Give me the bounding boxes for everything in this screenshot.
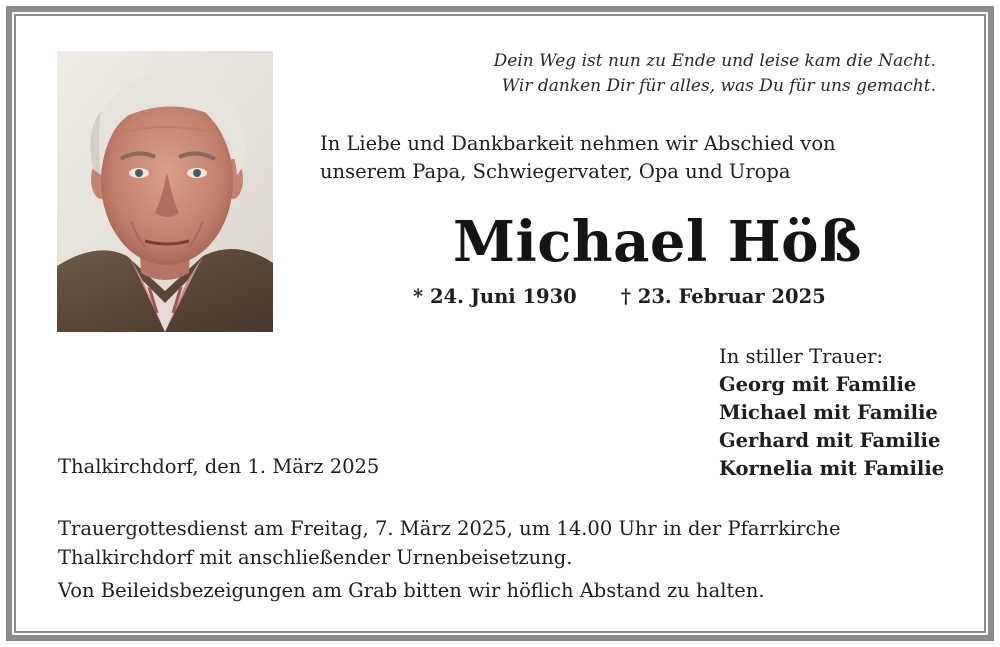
verse-line-2: Wir danken Dir für alles, was Du für uns gemacht.: [501, 76, 936, 96]
service-line-2: Thalkirchdorf mit anschließender Urnenbeisetzung.: [58, 546, 573, 569]
mourners-list: [719, 343, 944, 483]
memorial-verse: [494, 49, 936, 99]
birth-date: * 24. Juni 1930: [413, 285, 577, 308]
mourner-family: Kornelia mit Familie: [719, 457, 945, 480]
death-date: † 23. Februar 2025: [620, 285, 826, 308]
mourner-family: Gerhard mit Familie: [719, 429, 941, 452]
mourner-family: Georg mit Familie: [719, 373, 917, 396]
funeral-service-info: [58, 514, 841, 572]
deceased-name: Michael Höß: [453, 209, 863, 275]
condolence-note: Von Beileidsbezeigungen am Grab bitten wir höflich Abstand zu halten.: [58, 579, 765, 602]
mourner-family: Michael mit Familie: [719, 401, 938, 424]
intro-line-2: unserem Papa, Schwiegervater, Opa und Uropa: [320, 160, 791, 183]
life-dates: [413, 283, 826, 311]
service-line-1: Trauergottesdienst am Freitag, 7. März 2025, um 14.00 Uhr in der Pfarrkirche: [58, 517, 841, 540]
portrait-photo: [57, 51, 273, 332]
farewell-intro: [320, 130, 836, 186]
verse-line-1: Dein Weg ist nun zu Ende und leise kam die Nacht.: [493, 51, 936, 71]
place-and-date: Thalkirchdorf, den 1. März 2025: [58, 455, 380, 478]
intro-line-1: In Liebe und Dankbarkeit nehmen wir Abschied von: [320, 132, 836, 155]
mourners-heading: In stiller Trauer:: [719, 345, 884, 368]
